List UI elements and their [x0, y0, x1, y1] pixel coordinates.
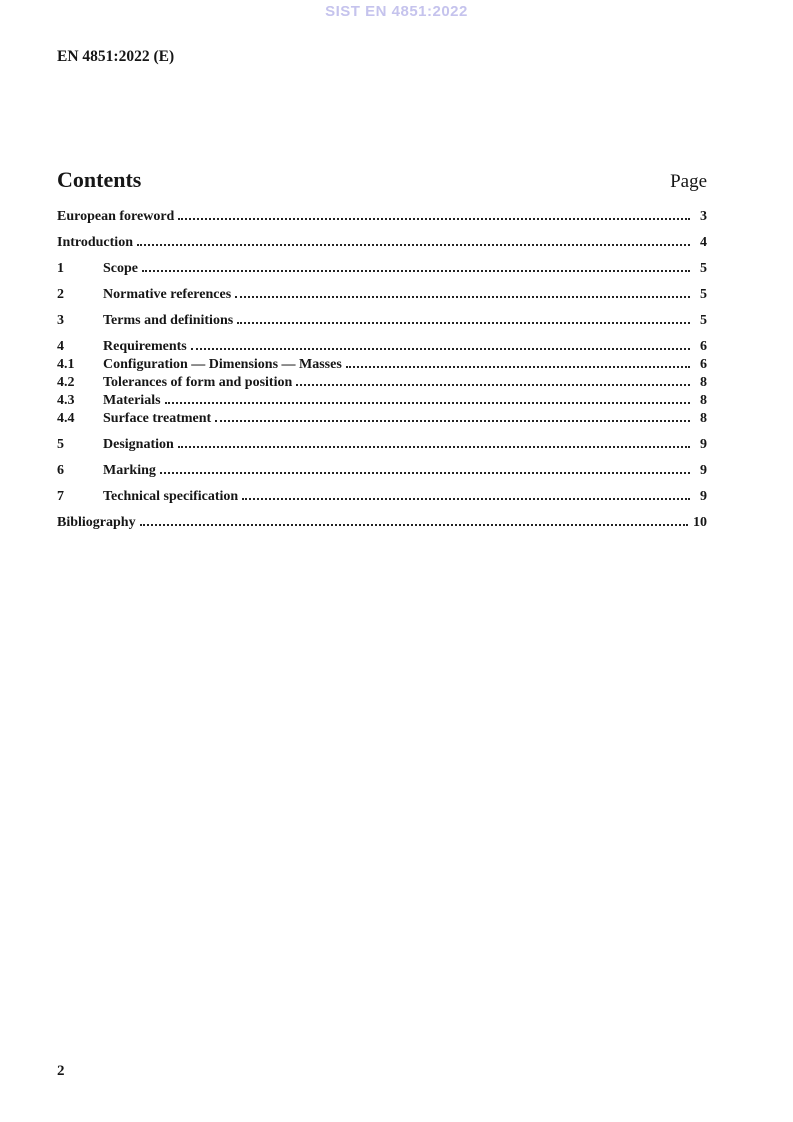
toc-entry-title: Terms and definitions	[103, 313, 234, 328]
toc-entry-page: 5	[700, 261, 707, 276]
toc-entry-number: 4	[57, 339, 64, 354]
toc-entry-page: 9	[700, 463, 707, 478]
toc-entry-page: 6	[700, 357, 707, 372]
toc-entry-european-foreword[interactable]	[57, 208, 707, 226]
toc-entry-page: 8	[700, 375, 707, 390]
toc-entry-page: 10	[693, 515, 707, 530]
toc-entry-materials[interactable]	[57, 392, 707, 410]
page-column-label: Page	[670, 171, 707, 192]
toc-entry-introduction[interactable]	[57, 234, 707, 252]
toc-leader-dots	[165, 402, 690, 404]
toc-entry-bibliography[interactable]	[57, 514, 707, 532]
toc-entry-page: 3	[700, 209, 707, 224]
toc-entry-page: 6	[700, 339, 707, 354]
toc-entry-page: 8	[700, 411, 707, 426]
toc-entry-surface-treatment[interactable]	[57, 410, 707, 428]
toc-entry-tolerances-of-form-and-position[interactable]	[57, 374, 707, 392]
toc-entry-number: 4.2	[57, 375, 75, 390]
toc-entry-number: 2	[57, 287, 64, 302]
toc-leader-dots	[178, 218, 690, 220]
toc-entry-designation[interactable]	[57, 436, 707, 454]
toc-entry-number: 6	[57, 463, 64, 478]
toc-entry-title: Scope	[103, 261, 138, 276]
toc-entry-title: Configuration — Dimensions — Masses	[103, 357, 342, 372]
toc-entry-number: 4.3	[57, 393, 75, 408]
toc-leader-dots	[142, 270, 690, 272]
toc-entry-page: 5	[700, 313, 707, 328]
toc-entry-technical-specification[interactable]	[57, 488, 707, 506]
toc-entry-title: Normative references	[103, 287, 232, 302]
toc-entry-number: 1	[57, 261, 64, 276]
toc-leader-dots	[178, 446, 690, 448]
toc-leader-dots	[296, 384, 690, 386]
toc-leader-dots	[160, 472, 690, 474]
toc-entry-title: Bibliography	[57, 515, 136, 530]
toc-entry-page: 9	[700, 489, 707, 504]
toc-entry-title: Surface treatment	[103, 411, 212, 426]
document-reference: EN 4851:2022 (E)	[57, 48, 175, 65]
toc-entry-number: 4.1	[57, 357, 75, 372]
toc-leader-dots	[237, 322, 690, 324]
toc-leader-dots	[242, 498, 690, 500]
toc-header	[57, 167, 707, 196]
toc-entry-title: Technical specification	[103, 489, 239, 504]
toc-leader-dots	[140, 524, 688, 526]
toc-entry-number: 5	[57, 437, 64, 452]
toc-entry-title: European foreword	[57, 209, 175, 224]
table-of-contents	[57, 167, 707, 532]
toc-leader-dots	[137, 244, 690, 246]
toc-leader-dots	[235, 296, 690, 298]
toc-entry-normative-references[interactable]	[57, 286, 707, 304]
toc-entry-title: Designation	[103, 437, 174, 452]
toc-entry-number: 4.4	[57, 411, 75, 426]
toc-entry-title: Introduction	[57, 235, 133, 250]
toc-entry-page: 4	[700, 235, 707, 250]
toc-entry-title: Requirements	[103, 339, 187, 354]
toc-entry-marking[interactable]	[57, 462, 707, 480]
toc-entry-requirements[interactable]	[57, 338, 707, 356]
toc-entry-number: 3	[57, 313, 64, 328]
toc-entry-page: 8	[700, 393, 707, 408]
toc-entry-title: Tolerances of form and position	[103, 375, 293, 390]
toc-leader-dots	[191, 348, 690, 350]
toc-entry-scope[interactable]	[57, 260, 707, 278]
toc-entry-page: 9	[700, 437, 707, 452]
toc-entry-title: Marking	[103, 463, 156, 478]
toc-entry-number: 7	[57, 489, 64, 504]
watermark-text: SIST EN 4851:2022	[325, 3, 468, 20]
toc-entry-configuration-dimensions-masses[interactable]	[57, 356, 707, 374]
toc-entry-page: 5	[700, 287, 707, 302]
toc-leader-dots	[215, 420, 690, 422]
toc-leader-dots	[346, 366, 690, 368]
footer-page-number: 2	[57, 1063, 65, 1079]
contents-heading: Contents	[57, 167, 142, 192]
toc-entry-title: Materials	[103, 393, 161, 408]
toc-entry-terms-and-definitions[interactable]	[57, 312, 707, 330]
